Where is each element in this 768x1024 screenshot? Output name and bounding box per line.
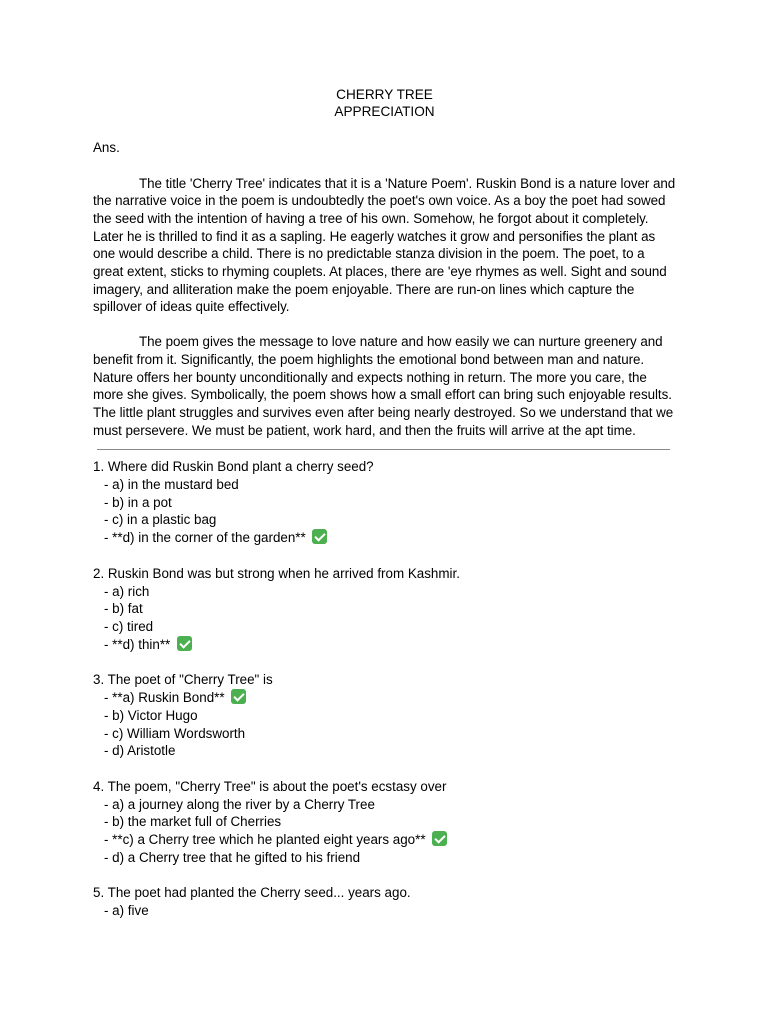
option-label: - d) Aristotle — [104, 743, 176, 759]
option-c — [93, 511, 676, 529]
option-label: - b) in a pot — [104, 494, 172, 510]
option-label: - **d) in the corner of the garden** — [104, 530, 306, 546]
question-1 — [93, 458, 676, 547]
option-label: - c) tired — [104, 618, 154, 634]
option-label: - a) rich — [104, 583, 150, 599]
option-label: - b) Victor Hugo — [104, 707, 198, 723]
option-a — [93, 796, 676, 814]
option-c — [93, 618, 676, 636]
option-a-correct — [93, 689, 676, 707]
option-label: - d) a Cherry tree that he gifted to his friend — [104, 849, 361, 865]
option-label: - c) William Wordsworth — [104, 725, 246, 741]
paragraph-1: The title 'Cherry Tree' indicates that it is a 'Nature Poem'. Ruskin Bond is a nature lover and the narrative voice in the poem is undoubtedly the poet's own voice. As a boy the poet had sowed the seed with the intention of having a tree of his own. Somehow, he forgot about it completely. Later he is thrilled to find it as a sapling. He eagerly watches it grow and personifies the plant as one would describe a child. There is no predictable stanza division in the poem. The poet, to a great extent, sticks to rhyming couplets. At places, there are 'eye rhymes as well. Sight and sound imagery, and alliteration make the poem enjoyable. There are run-on lines which capture the spillover of ideas quite effectively. — [93, 175, 676, 315]
question-3 — [93, 671, 676, 760]
option-d — [93, 849, 676, 867]
horizontal-divider — [97, 449, 670, 450]
option-b — [93, 494, 676, 512]
option-label: - **d) thin** — [104, 636, 171, 652]
option-b — [93, 600, 676, 618]
question-text: 3. The poet of "Cherry Tree" is — [93, 672, 273, 688]
check-mark-icon — [432, 831, 447, 846]
check-mark-icon — [312, 529, 327, 544]
option-a — [93, 476, 676, 494]
option-label: - b) the market full of Cherries — [104, 814, 282, 830]
question-text: 1. Where did Ruskin Bond plant a cherry seed? — [93, 459, 374, 475]
answer-label: Ans. — [93, 139, 120, 155]
option-d — [93, 742, 676, 760]
check-mark-icon — [231, 689, 246, 704]
question-text: 5. The poet had planted the Cherry seed... years ago. — [93, 885, 411, 901]
option-label: - b) fat — [104, 601, 143, 617]
paragraph-2: The poem gives the message to love nature and how easily we can nurture greenery and benefit from it. Significantly, the poem highlights the emotional bond between man and nature. Nature offers her bounty unconditionally and expects nothing in return. The more you care, the more she gives. Symbolically, the poem shows how a small effort can bring such enjoyable results. The little plant struggles and survives even after being nearly destroyed. So we understand that we must persevere. We must be patient, work hard, and then the fruits will arrive at the apt time. — [93, 334, 674, 438]
option-label: - c) in a plastic bag — [104, 512, 217, 528]
title-block — [93, 86, 676, 121]
option-d-correct — [93, 636, 676, 654]
question-4 — [93, 778, 676, 867]
option-label: - **c) a Cherry tree which he planted eight years ago** — [104, 832, 426, 848]
document-page — [93, 86, 676, 938]
option-b — [93, 813, 676, 831]
question-text: 2. Ruskin Bond was but strong when he arrived from Kashmir. — [93, 565, 460, 581]
option-d-correct — [93, 529, 676, 547]
question-text: 4. The poem, "Cherry Tree" is about the poet's ecstasy over — [93, 778, 447, 794]
option-label: - a) five — [104, 903, 149, 919]
option-c-correct — [93, 831, 676, 849]
option-a — [93, 902, 676, 920]
document-title: CHERRY TREE — [336, 87, 433, 102]
option-label: - a) a journey along the river by a Cherry Tree — [104, 796, 375, 812]
option-c — [93, 725, 676, 743]
option-a — [93, 583, 676, 601]
document-subtitle: APPRECIATION — [334, 104, 435, 120]
question-5 — [93, 884, 676, 919]
option-label: - a) in the mustard bed — [104, 477, 239, 493]
question-2 — [93, 565, 676, 654]
check-mark-icon — [177, 636, 192, 651]
option-label: - **a) Ruskin Bond** — [104, 690, 225, 706]
option-b — [93, 707, 676, 725]
